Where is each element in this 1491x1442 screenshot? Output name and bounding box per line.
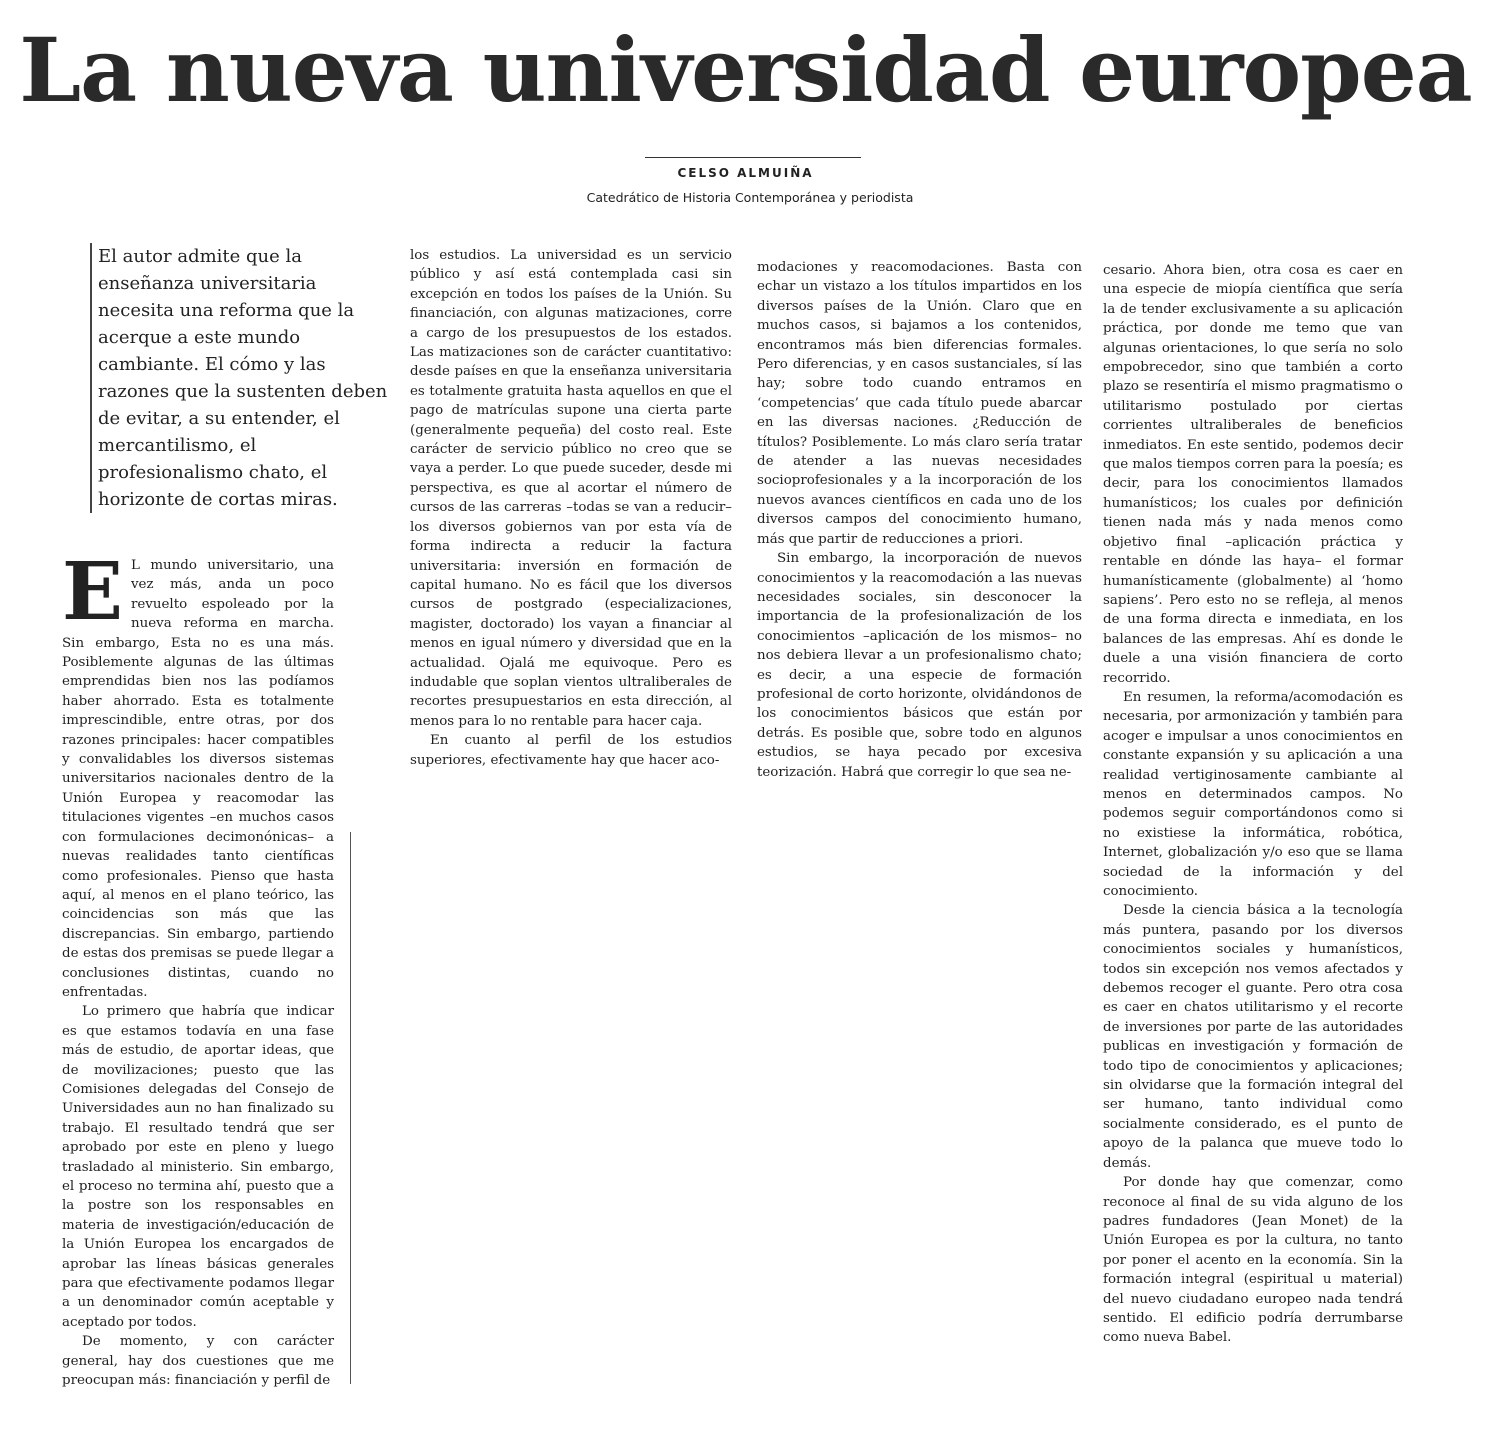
article-paragraph: En cuanto al perfil de los estudios superiores, efectivamente hay que hacer aco- [410, 733, 732, 768]
article-paragraph [62, 544, 334, 1002]
article-paragraph: De momento, y con carácter general, hay dos cuestiones que me preocupan más: financiación y perfil de [62, 1334, 334, 1389]
article-paragraph: los estudios. La universidad es un servicio público y así está contemplada casi sin excepción en todos los países de la Unión. Su financiación, con algunas matizaciones, corre a cargo de los presupuestos de los estados. Las matizaciones son de carácter cuantitativo: desde países en que la enseñanza universitaria es totalmente gratuita hasta aquellos en que el pago de matrículas supone una cierta parte (generalmente pequeña) del costo real. Este carácter de servicio público no creo que se vaya a perder. Lo que puede suceder, desde mi perspectiva, es que al acortar el número de cursos de las carreras –todas se van a reducir– los diversos gobiernos van por esta vía de forma indirecta a reducir la factura universitaria: inversión en formación de capital humano. No es fácil que los diversos cursos de postgrado (especializaciones, magister, doctorado) los vayan a financiar al menos en igual número y diversidad que en la actualidad. Ojalá me equivoque. Pero es indudable que soplan vientos ultraliberales de recortes presupuestarios en esta dirección, al menos para lo no rentable para hacer caja. [410, 248, 732, 729]
paragraph-text: L mundo universitario, una vez más, anda un poco revuelto espoleado por la nueva reforma en marcha. Sin embargo, Esta no es una más. Posiblemente algunas de las últimas emprendidas bien nos las podíamos haber ahorrado. Esta es totalmente imprescindible, entre otras, por dos razones principales: hacer compatibles y convalidables los diversos sistemas universitarios nacionales dentro de la Unión Europea y reacomodar las titulaciones vigentes –en muchos casos con formulaciones decimonónicas– a nuevas realidades tanto científicas como profesionales. Pienso que hasta aquí, al menos en el plano teórico, las coincidencias son más que las discrepancias. Sin embargo, partiendo de estas dos premisas se puede llegar a conclusiones distintas, cuando no enfrentadas. [62, 558, 334, 1000]
article-paragraph: Desde la ciencia básica a la tecnología más puntera, pasando por los diversos conocimientos sociales y humanísticos, todos sin excepción nos vemos afectados y debemos recoger el guante. Pero otra cosa es caer en chatos utilitarismo y el recorte de inversiones por parte de las autoridades publicas en investigación y formación de todo tipo de conocimientos y aplicaciones; sin olvidarse que la formación integral del ser humano, tanto individual como socialmente considerado, es el punto de apoyo de la palanca que mueve todo lo demás. [1103, 903, 1403, 1171]
author-role: Catedrático de Historia Contemporánea y periodista [586, 190, 914, 205]
article-paragraph: Sin embargo, la incorporación de nuevos conocimientos y la reacomodación a las nuevas necesidades sociales, sin desconocer la importancia de la profesionalización de los conocimientos –aplicación de los mismos– no nos debiera llevar a un profesionalismo chato; es decir, a una especie de formación profesional de corto horizonte, olvidándonos de los conocimientos básicos que están por detrás. Es posible que, sobre todo en algunos estudios, se haya pecado por excesiva teorización. Habrá que corregir lo que sea ne- [757, 551, 1082, 780]
byline-divider [645, 157, 861, 158]
drop-cap: E [62, 544, 123, 638]
article-column-2 [410, 246, 732, 770]
article-paragraph: cesario. Ahora bien, otra cosa es caer en una especie de miopía científica que sería la de tender exclusivamente a su aplicación práctica, por donde me temo que van algunas orientaciones, lo que sería no solo empobrecedor, sino que también a corto plazo se resentiría el mismo pragmatismo o utilitarismo postulado por ciertas corrientes ultraliberales de beneficios inmediatos. En este sentido, podemos decir que malos tiempos corren para la poesía; es decir, para los conocimientos llamados humanísticos; los cuales por definición tienen nada más y nada menos como objetivo final –aplicación práctica y rentable en dónde las haya– el formar humanísticamente (globalmente) al ‘homo sapiens’. Pero esto no se refleja, al menos de una forma directa e inmediata, en los balances de las empresas. Ahí es donde le duele a una visión financiera de corto recorrido. [1103, 263, 1403, 686]
article-column-4 [1103, 261, 1403, 1348]
article-column-1 [62, 544, 334, 1390]
article-column-3 [757, 258, 1082, 782]
article-paragraph: modaciones y reacomodaciones. Basta con echar un vistazo a los títulos impartidos en los diversos países de la Unión. Claro que en muchos casos, si bajamos a los contenidos, encontramos más bien diferencias formales. Pero diferencias, y en casos sustanciales, sí las hay; sobre todo cuando entramos en ‘competencias’ que cada título puede abarcar en las diversas naciones. ¿Reducción de títulos? Posiblemente. Lo más claro sería tratar de atender a las nuevas necesidades socioprofesionales y a la incorporación de los nuevos avances científicos en cada uno de los diversos campos del conocimiento humano, más que partir de reducciones a priori. [757, 260, 1082, 547]
author-name: CELSO ALMUIÑA [677, 166, 814, 180]
article-paragraph: Lo primero que habría que indicar es que estamos todavía en una fase más de estudio, de aportar ideas, que de movilizaciones; puesto que las Comisiones delegadas del Consejo de Universidades aun no han finalizado su trabajo. El resultado tendrá que ser aprobado por este en pleno y luego trasladado al ministerio. Sin embargo, el proceso no termina ahí, puesto que a la postre son los responsables en materia de investigación/educación de la Unión Europea los encargados de aprobar las líneas básicas generales para que efectivamente podamos llegar a un denominador común aceptable y aceptado por todos. [62, 1004, 334, 1330]
article-title: La nueva universidad europea [19, 18, 1472, 122]
lead-paragraph: El autor admite que la enseñanza universitaria necesita una reforma que la acerque a este mundo cambiante. El cómo y las razones que la sustenten deben de evitar, a su entender, el mercantilismo, el profesionalismo chato, el horizonte de cortas miras. [90, 243, 388, 513]
article-paragraph: En resumen, la reforma/acomodación es necesaria, por armonización y también para acoger e impulsar a unos conocimientos en constante expansión y su aplicación a una realidad vertiginosamente cambiante al menos en determinados campos. No podemos seguir comportándonos como si no existiese la informática, robótica, Internet, globalización y/o eso que se llama sociedad de la información y del conocimiento. [1103, 689, 1403, 899]
article-paragraph: Por donde hay que comenzar, como reconoce al final de su vida alguno de los padres fundadores (Jean Monet) de la Unión Europea es por la cultura, no tanto por poner el acento en la economía. Sin la formación integral (espiritual u material) del nuevo ciudadano europeo nada tendrá sentido. El edificio podría derrumbarse como nueva Babel. [1103, 1175, 1403, 1346]
column-divider [350, 832, 351, 1384]
